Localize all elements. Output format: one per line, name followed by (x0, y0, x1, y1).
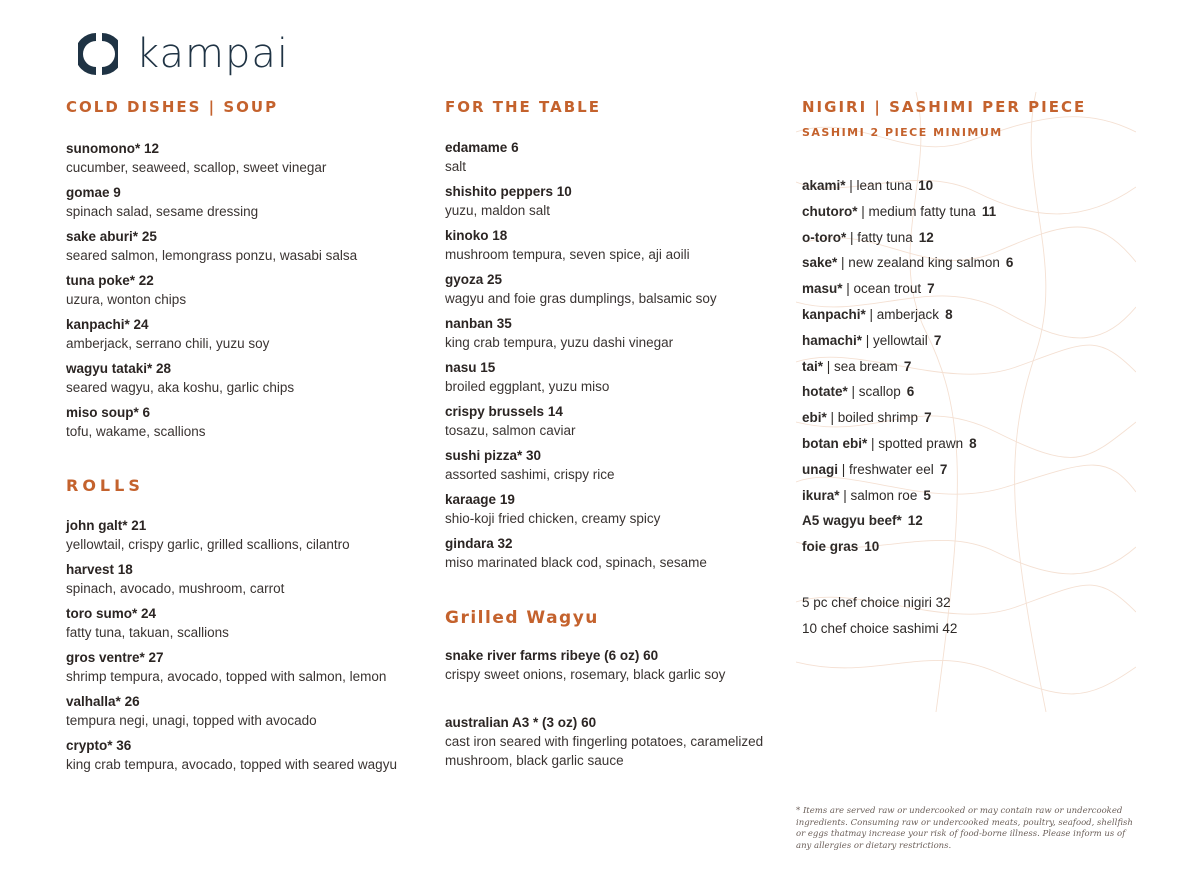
item-price: 26 (124, 694, 140, 709)
grilled-wagyu-list (445, 647, 795, 770)
menu-item (445, 491, 795, 528)
item-name: kinoko (445, 228, 489, 243)
item-name: sunomono* (66, 141, 141, 156)
menu-item (66, 272, 426, 309)
item-name: hotate* (802, 384, 848, 400)
nigiri-item (802, 328, 1142, 354)
item-price: 25 (141, 229, 157, 244)
item-price: 24 (141, 606, 157, 621)
section-title-rolls: ROLLS (66, 476, 144, 495)
item-name: valhalla* (66, 694, 121, 709)
item-description: shio-koji fried chicken, creamy spicy (445, 511, 661, 526)
rolls-list (66, 517, 426, 774)
item-name: foie gras (802, 539, 859, 555)
item-description: broiled eggplant, yuzu miso (445, 379, 610, 394)
chef-choice-list (802, 590, 1142, 642)
item-price: 6 (1005, 255, 1014, 271)
item-description: yellowtail, crispy garlic, grilled scallions, cilantro (66, 537, 350, 552)
for-the-table-list (445, 139, 795, 572)
item-price: 8 (969, 435, 977, 451)
item-name: shishito peppers (445, 184, 554, 199)
item-name: gros ventre* (66, 650, 145, 665)
menu-item (445, 315, 795, 352)
section-title-grilled-wagyu: Grilled Wagyu (445, 608, 599, 628)
item-price: 25 (487, 272, 503, 287)
item-name: gomae (66, 185, 110, 200)
item-price: 60 (643, 648, 659, 663)
item-description: tosazu, salmon caviar (445, 423, 576, 438)
item-name: masu* (802, 281, 843, 297)
item-name: kanpachi* (802, 306, 866, 322)
item-price: 18 (492, 228, 508, 243)
item-name: karaage (445, 492, 497, 507)
item-description: uzura, wonton chips (66, 292, 187, 307)
item-description: | ocean trout (842, 281, 922, 297)
item-name: kanpachi* (66, 317, 130, 332)
menu-item (66, 561, 426, 598)
item-description: amberjack, serrano chili, yuzu soy (66, 336, 270, 351)
item-name: hamachi* (802, 332, 863, 348)
menu-item (445, 183, 795, 220)
item-name: wagyu tataki* (66, 361, 153, 376)
item-description: assorted sashimi, crispy rice (445, 467, 615, 482)
item-price: 7 (927, 281, 935, 297)
item-name: nasu (445, 360, 477, 375)
item-price: 7 (924, 410, 932, 426)
menu-item (445, 359, 795, 396)
item-name: tuna poke* (66, 273, 136, 288)
item-description: cast iron seared with fingerling potatoes, caramelized mushroom, black garlic sauce (445, 734, 764, 768)
item-price: 27 (148, 650, 164, 665)
item-price: 10 (918, 178, 934, 193)
item-description: | new zealand king salmon (837, 255, 1000, 271)
item-price: 12 (907, 513, 923, 529)
item-name: john galt* (66, 518, 128, 533)
menu-item (66, 605, 426, 642)
item-description: | lean tuna (845, 178, 913, 193)
brand-name: kampai (136, 31, 289, 77)
menu-item (66, 404, 426, 441)
column-right (802, 96, 1142, 642)
item-price: 21 (131, 518, 147, 533)
nigiri-item (802, 173, 1142, 199)
item-price: 22 (138, 273, 154, 288)
item-description: | salmon roe (839, 487, 918, 503)
item-name: miso soup* (66, 405, 139, 420)
item-name: toro sumo* (66, 606, 138, 621)
item-name: edamame (445, 140, 508, 155)
item-price: 12 (918, 229, 934, 245)
item-description: crispy sweet onions, rosemary, black garlic soy (445, 667, 726, 682)
nigiri-item (802, 302, 1142, 328)
item-name: gindara (445, 536, 494, 551)
item-description: salt (445, 159, 467, 174)
item-description: | medium fatty tuna (857, 203, 976, 219)
item-price: 7 (933, 332, 942, 348)
menu-item (66, 140, 426, 177)
sashimi-minimum-note: SASHIMI 2 PIECE MINIMUM (802, 126, 1003, 139)
chef-choice-sashimi: 10 chef choice sashimi 42 (802, 620, 958, 636)
item-price: 11 (981, 203, 997, 219)
item-price: 35 (496, 316, 512, 331)
item-name: botan ebi* (802, 435, 868, 451)
item-name: crispy brussels (445, 404, 545, 419)
section-title-for-the-table: FOR THE TABLE (445, 98, 601, 116)
item-description: fatty tuna, takuan, scallions (66, 625, 229, 640)
item-price: 15 (480, 360, 496, 375)
chef-choice-nigiri: 5 pc chef choice nigiri 32 (802, 594, 951, 610)
nigiri-item (802, 225, 1142, 251)
menu-item (445, 403, 795, 440)
menu-item (66, 184, 426, 221)
item-price: 18 (117, 562, 133, 577)
item-description: cucumber, seaweed, scallop, sweet vinegar (66, 160, 327, 175)
item-description: mushroom tempura, seven spice, aji aoili (445, 247, 690, 262)
menu-item (66, 228, 426, 265)
item-name: tai* (802, 358, 824, 374)
item-price: 6 (906, 384, 915, 400)
item-name: unagi (802, 461, 838, 477)
nigiri-item (802, 508, 1142, 534)
nigiri-item (802, 379, 1142, 405)
kampai-logo-icon (78, 31, 118, 77)
nigiri-item (802, 405, 1142, 431)
item-description: | sea bream (823, 358, 898, 374)
item-price: 24 (133, 317, 149, 332)
nigiri-item (802, 457, 1142, 483)
item-price: 10 (864, 539, 880, 555)
nigiri-item (802, 431, 1142, 457)
item-description: | scallop (847, 384, 901, 400)
item-price: 6 (142, 405, 151, 420)
item-description: | fatty tuna (846, 229, 913, 245)
item-name: chutoro* (802, 203, 858, 219)
item-description: seared wagyu, aka koshu, garlic chips (66, 380, 295, 395)
item-description: yuzu, maldon salt (445, 203, 551, 218)
item-description: tofu, wakame, scallions (66, 424, 206, 439)
menu-item (66, 737, 426, 774)
item-name: o-toro* (802, 229, 847, 245)
item-price: 12 (144, 141, 160, 156)
item-description: | amberjack (865, 306, 940, 322)
menu-item (445, 227, 795, 264)
item-price: 7 (939, 461, 948, 477)
item-name: crypto* (66, 738, 113, 753)
item-name: akami* (802, 178, 846, 193)
item-price: 7 (903, 358, 912, 374)
menu-item (445, 447, 795, 484)
item-price: 10 (556, 184, 572, 199)
item-description: | yellowtail (862, 332, 928, 348)
menu-item (445, 139, 795, 176)
item-price: 19 (499, 492, 515, 507)
item-name: nanban (445, 316, 494, 331)
menu-item (445, 535, 795, 572)
item-description: shrimp tempura, avocado, topped with salmon, lemon (66, 669, 387, 684)
item-name: sushi pizza* (445, 448, 523, 463)
item-description: spinach, avocado, mushroom, carrot (66, 581, 285, 596)
nigiri-item (802, 483, 1142, 509)
item-price: 5 (923, 487, 931, 503)
item-name: snake river farms ribeye (6 oz) (445, 648, 640, 663)
item-price: 8 (945, 306, 953, 322)
item-description: spinach salad, sesame dressing (66, 204, 259, 219)
cold-dishes-list (66, 140, 426, 441)
item-name: ebi* (802, 410, 827, 426)
item-description: | boiled shrimp (826, 410, 919, 426)
raw-food-disclaimer: * Items are served raw or undercooked or may contain raw or undercooked ingredients. Consuming raw or undercooked meats, poultry, seafood, shellfish or eggs thatmay increase your risk of food-borne illness. Please inform us of any allergies or dietary restrictions. (796, 806, 1133, 851)
column-middle (445, 96, 795, 777)
item-name: sake aburi* (66, 229, 139, 244)
menu-item (445, 271, 795, 308)
item-description: tempura negi, unagi, topped with avocado (66, 713, 317, 728)
item-price: 60 (581, 715, 597, 730)
item-description: king crab tempura, avocado, topped with seared wagyu (66, 757, 397, 772)
nigiri-item (802, 250, 1142, 276)
item-description: king crab tempura, yuzu dashi vinegar (445, 335, 674, 350)
item-price: 36 (116, 738, 132, 753)
item-name: sake* (802, 255, 838, 271)
menu-item (66, 517, 426, 554)
section-title-nigiri-sashimi: NIGIRI | SASHIMI PER PIECE (802, 98, 1087, 116)
item-description: seared salmon, lemongrass ponzu, wasabi salsa (66, 248, 358, 263)
item-price: 9 (113, 185, 121, 200)
column-left (66, 96, 426, 781)
menu-item (445, 714, 795, 770)
item-price: 32 (497, 536, 513, 551)
item-price: 6 (511, 140, 519, 155)
item-name: harvest (66, 562, 115, 577)
item-description: | freshwater eel (838, 461, 934, 477)
nigiri-item (802, 276, 1142, 302)
item-name: gyoza (445, 272, 484, 287)
logo (78, 30, 289, 78)
menu-item (66, 649, 426, 686)
nigiri-item (802, 354, 1142, 380)
nigiri-item (802, 199, 1142, 225)
item-description: | spotted prawn (867, 435, 964, 451)
nigiri-item (802, 534, 1142, 560)
item-name: ikura* (802, 487, 840, 503)
item-description: miso marinated black cod, spinach, sesame (445, 555, 707, 570)
menu-item (445, 647, 795, 684)
section-title-cold-dishes: COLD DISHES | SOUP (66, 98, 279, 116)
nigiri-list (802, 173, 1142, 560)
item-price: 28 (156, 361, 172, 376)
item-name: australian A3 * (3 oz) (445, 715, 578, 730)
item-price: 14 (547, 404, 563, 419)
item-name: A5 wagyu beef* (802, 513, 902, 529)
menu-item (66, 316, 426, 353)
menu-item (66, 693, 426, 730)
menu-item (66, 360, 426, 397)
item-price: 30 (526, 448, 542, 463)
item-description: wagyu and foie gras dumplings, balsamic soy (445, 291, 717, 306)
